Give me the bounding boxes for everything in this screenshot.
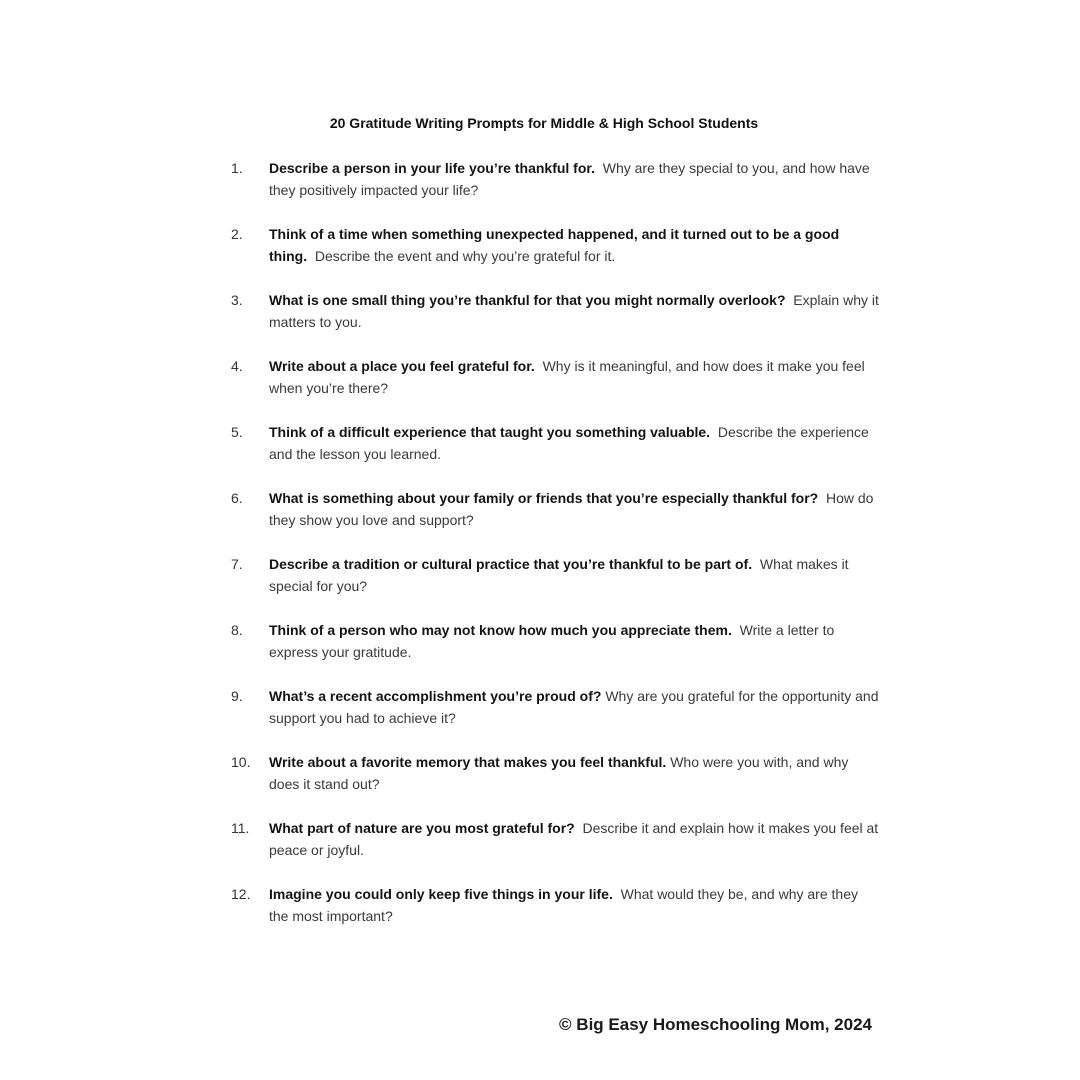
- prompt-bold-text: Write about a place you feel grateful for.: [269, 358, 535, 374]
- document-title: 20 Gratitude Writing Prompts for Middle & High School Students: [329, 115, 759, 131]
- prompt-item: [231, 553, 879, 619]
- prompt-bold-text: What’s a recent accomplishment you’re proud of?: [269, 688, 602, 704]
- prompt-number: 9.: [231, 688, 243, 704]
- prompt-detail-text: Why are you grateful for the opportunity and support you had to achieve it?: [269, 688, 879, 726]
- prompt-item: [231, 223, 879, 289]
- prompt-detail-text: Why is it meaningful, and how does it make you feel when you’re there?: [269, 358, 865, 396]
- prompt-text: [269, 421, 879, 465]
- prompt-item: [231, 817, 879, 883]
- prompt-number: 2.: [231, 226, 243, 242]
- prompt-number: 5.: [231, 424, 243, 440]
- prompt-number: 6.: [231, 490, 243, 506]
- prompt-detail-text: What makes it special for you?: [269, 556, 849, 594]
- prompt-list: [231, 157, 879, 949]
- prompt-bold-text: Think of a time when something unexpected happened, and it turned out to be a good thing.: [269, 226, 840, 264]
- prompt-number: 12.: [231, 886, 251, 902]
- prompt-number: 1.: [231, 160, 243, 176]
- prompt-bold-text: What is one small thing you’re thankful for that you might normally overlook?: [269, 292, 786, 308]
- prompt-detail-text: How do they show you love and support?: [269, 490, 874, 528]
- prompt-item: [231, 289, 879, 355]
- prompt-bold-text: Think of a person who may not know how much you appreciate them.: [269, 622, 732, 638]
- prompt-item: [231, 685, 879, 751]
- prompt-bold-text: Describe a tradition or cultural practice that you’re thankful to be part of.: [269, 556, 753, 572]
- prompt-bold-text: Imagine you could only keep five things in your life.: [269, 886, 613, 902]
- prompt-text: [269, 619, 879, 663]
- prompt-bold-text: What part of nature are you most grateful for?: [269, 820, 575, 836]
- prompt-number: 10.: [231, 754, 251, 770]
- prompt-text: [269, 883, 879, 927]
- prompt-text: [269, 487, 879, 531]
- prompt-item: [231, 421, 879, 487]
- prompt-text: [269, 157, 879, 201]
- prompt-text: [269, 751, 879, 795]
- prompt-text: [269, 289, 879, 333]
- prompt-detail-text: Write a letter to express your gratitude.: [269, 622, 835, 660]
- prompt-number: 3.: [231, 292, 243, 308]
- prompt-bold-text: Write about a favorite memory that makes you feel thankful.: [269, 754, 667, 770]
- prompt-bold-text: Think of a difficult experience that taught you something valuable.: [269, 424, 711, 440]
- prompt-detail-text: Describe the event and why you’re grateful for it.: [314, 248, 616, 264]
- prompt-number: 11.: [231, 820, 250, 836]
- prompt-text: [269, 817, 879, 861]
- prompt-detail-text: Describe it and explain how it makes you feel at peace or joyful.: [269, 820, 879, 858]
- prompt-number: 7.: [231, 556, 243, 572]
- prompt-detail-text: Who were you with, and why does it stand out?: [269, 754, 849, 792]
- prompt-detail-text: Explain why it matters to you.: [269, 292, 879, 330]
- prompt-text: [269, 685, 879, 729]
- prompt-item: [231, 619, 879, 685]
- prompt-item: [231, 751, 879, 817]
- prompt-text: [269, 223, 879, 267]
- prompt-detail-text: What would they be, and why are they the most important?: [269, 886, 858, 924]
- prompt-bold-text: Describe a person in your life you’re thankful for.: [269, 160, 595, 176]
- prompt-number: 4.: [231, 358, 243, 374]
- prompt-item: [231, 157, 879, 223]
- prompt-text: [269, 355, 879, 399]
- prompt-text: [269, 553, 879, 597]
- prompt-bold-text: What is something about your family or friends that you’re especially thankful for?: [269, 490, 819, 506]
- prompt-item: [231, 487, 879, 553]
- prompt-number: 8.: [231, 622, 243, 638]
- copyright-footer: © Big Easy Homeschooling Mom, 2024: [559, 1015, 872, 1034]
- prompt-item: [231, 355, 879, 421]
- prompt-detail-text: Describe the experience and the lesson you learned.: [269, 424, 869, 462]
- prompt-detail-text: Why are they special to you, and how have they positively impacted your life?: [269, 160, 870, 198]
- prompt-item: [231, 883, 879, 949]
